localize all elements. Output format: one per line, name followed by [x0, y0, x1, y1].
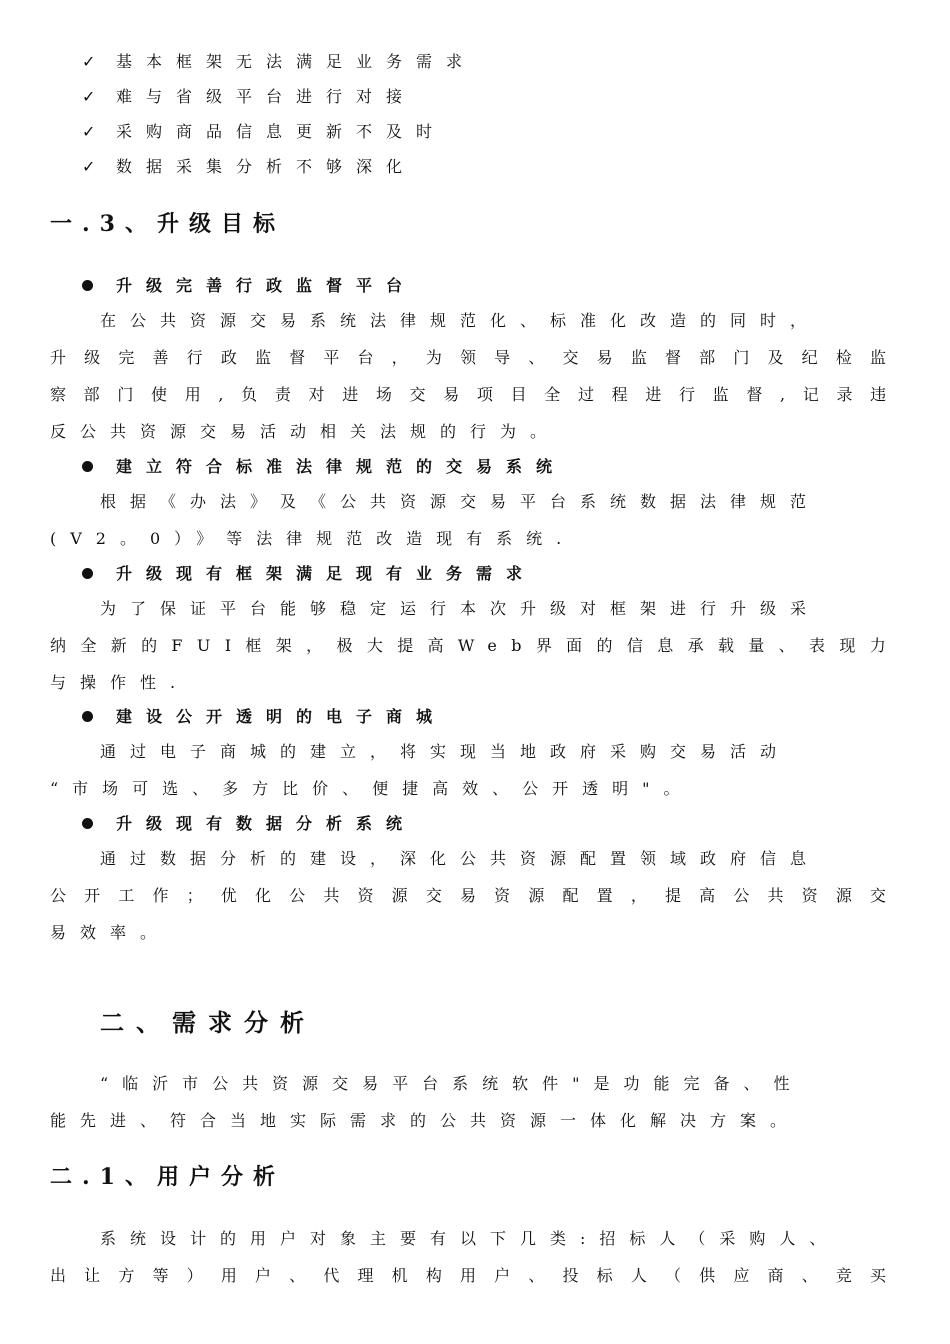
subheading: 建立符合标准法律规范的交易系统 — [116, 457, 567, 476]
paragraph-line: 反公共资源交易活动相关法规的行为。 — [50, 422, 561, 441]
paragraph-line: 易效率。 — [50, 923, 171, 942]
bullet-icon — [82, 568, 93, 579]
subheading: 升级现有框架满足现有业务需求 — [116, 564, 537, 583]
checklist-item: 采购商品信息更新不及时 — [116, 122, 447, 141]
paragraph-line: 升级完善行政监督平台，为领导、交易监督部门及纪检监 — [50, 348, 905, 367]
section-heading: 二.1、用户分析 — [50, 1164, 285, 1190]
check-icon: ✓ — [82, 157, 96, 176]
paragraph-line: 纳全新的FUI框架，极大提高Web界面的信息承载量、表现力 — [50, 636, 901, 655]
subheading: 升级现有数据分析系统 — [116, 814, 417, 833]
checklist-item: 难与省级平台进行对接 — [116, 87, 417, 106]
bullet-icon — [82, 280, 93, 291]
paragraph-line: “市场可选、多方比价、便捷高效、公开透明"。 — [50, 779, 694, 798]
paragraph-line: 察部门使用,负责对进场交易项目全过程进行监督,记录违 — [50, 385, 904, 404]
paragraph-line: (V2。0）》等法律规范改造现有系统. — [50, 529, 576, 548]
checklist-item: 基本框架无法满足业务需求 — [116, 52, 477, 71]
checklist-item: 数据采集分析不够深化 — [116, 157, 417, 176]
paragraph-line: 根据《办法》及《公共资源交易平台系统数据法律规范 — [100, 492, 821, 511]
paragraph-line: 在公共资源交易系统法律规范化、标准化改造的同时， — [100, 311, 821, 330]
check-icon: ✓ — [82, 122, 96, 141]
paragraph-line: 通过数据分析的建设，深化公共资源配置领域政府信息 — [100, 849, 821, 868]
paragraph-line: 系统设计的用户对象主要有以下几类:招标人（采购人、 — [100, 1229, 840, 1248]
subheading: 建设公开透明的电子商城 — [116, 707, 447, 726]
chapter-heading: 二、需求分析 — [100, 1008, 316, 1037]
paragraph-line: “临沂市公共资源交易平台系统软件"是功能完备、性 — [100, 1074, 804, 1093]
check-icon: ✓ — [82, 52, 96, 71]
bullet-icon — [82, 818, 93, 829]
paragraph-line: 能先进、符合当地实际需求的公共资源一体化解决方案。 — [50, 1111, 801, 1130]
paragraph-line: 为了保证平台能够稳定运行本次升级对框架进行升级采 — [100, 599, 821, 618]
paragraph-line: 与操作性. — [50, 673, 190, 692]
bullet-icon — [82, 461, 93, 472]
paragraph-line: 通过电子商城的建立，将实现当地政府采购交易活动 — [100, 742, 791, 761]
check-icon: ✓ — [82, 87, 96, 106]
bullet-icon — [82, 711, 93, 722]
subheading: 升级完善行政监督平台 — [116, 276, 417, 295]
section-heading: 一.3、升级目标 — [50, 211, 285, 237]
paragraph-line: 出让方等）用户、代理机构用户、投标人（供应商、竞买 — [50, 1266, 905, 1285]
paragraph-line: 公开工作；优化公共资源交易资源配置，提高公共资源交 — [50, 886, 905, 905]
